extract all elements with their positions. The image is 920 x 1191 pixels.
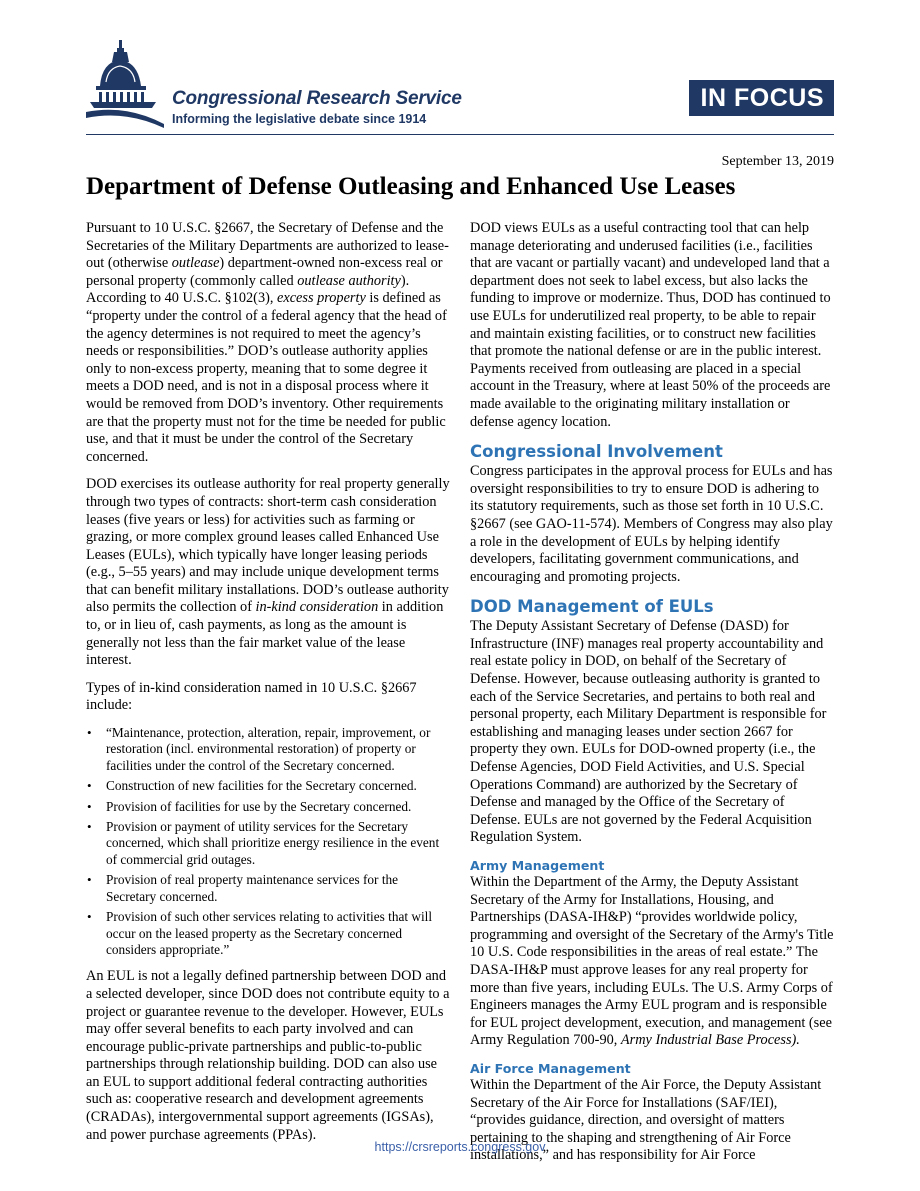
crs-reports-link[interactable]: https://crsreports.congress.gov [374,1140,546,1154]
text-run: ) department-owned non-excess real or personal property (commonly called [86,255,443,289]
text-run: Within the Department of the Army, the Deputy Assistant Secretary of the Army for Installations, Housing, and Partnerships (DASA-IH&P) “provides worldwide policy, programming and oversight of the Secretary of the Army's Title 10 U.S. Code responsibilities in the areas of real estate.” The DASA-IH&P must approve leases for any real property for more than five years, including EULs. The U.S. Army Corps of Engineers manages the Army EUL program and is responsible for EUL project development, execution, and management (see Army Regulation 700-90, [470,874,834,1049]
right-column [470,220,834,1175]
contracts-paragraph [86,476,450,670]
consideration-list [86,725,450,958]
army-paragraph [470,874,834,1050]
intro-paragraph [86,220,450,466]
page-title: Department of Defense Outleasing and Enhanced Use Leases [86,173,736,200]
list-item: • “Maintenance, protection, alteration, repair, improvement, or restoration (incl. environmental restoration) of property or facilities under the control of the Secretary concerned. [86,725,450,774]
subheading-army-management: Army Management [470,858,605,873]
section-heading-dod-management: DOD Management of EULs [470,597,714,617]
in-focus-badge: IN FOCUS [689,80,834,116]
section-heading-congressional-involvement: Congressional Involvement [470,442,723,462]
footer [0,1140,920,1154]
header-divider [86,134,834,135]
italic-term: outlease authority [297,272,401,289]
header [86,40,834,136]
italic-term: excess property [277,290,366,307]
subheading-air-force-management: Air Force Management [470,1060,631,1076]
capitol-dome-logo-icon [86,40,166,130]
italic-term: in-kind consideration [255,599,379,616]
list-item: • Provision of facilities for use by the Secretary concerned. [86,799,450,815]
air-force-paragraph: Within the Department of the Air Force, the Deputy Assistant Secretary of the Air Force for Installations (SAF/IEI), “provides guidance, direction, and oversight of matters pertaining to the shaping and strengthening of Air Force installations,” and has responsibility for Air Force [470,1076,822,1164]
text-run: DOD exercises its outlease authority for real property generally through two types of contracts: short-term cash consideration leases (five years or less) for activities such as farming or grazing, or more complex ground leases called Enhanced Use Leases (EULs), which typically have longer leasing periods (e.g., 5–55 years) and may include unique development terms that can benefit military installations. DOD’s outlease authority also permits the collection of [86,476,450,616]
eul-partnership-paragraph: An EUL is not a legally defined partnership between DOD and a selected developer, since DOD does not contribute equity to a project or guarantee revenue to the developer. However, EULs may offer several benefits to each party involved and can encourage public-private partnerships and public-to-public partnerships through relationship building. DOD can also use an EUL to support additional federal contracting authorities such as: cooperative research and development agreements (CRADAs), intergovernmental support agreements (IGSAs), and power purchase agreements (PPAs). [86,968,450,1143]
eul-tool-paragraph: DOD views EULs as a useful contracting tool that can help manage deteriorating and underused facilities (i.e., facilities that are vacant or partially vacant) and undeveloped land that a department does not seek to label excess, but also lacks the funding to improve or modernize. Thus, DOD has continued to use EULs for underutilized real property, to be able to repair and maintain existing facilities, or to construct new facilities that promote the national defense or are in the public interest. Payments received from outleasing are placed in a special account in the Treasury, where at least 50% of the proceeds are made available to the originating military installation or defense agency location. [470,220,831,430]
publication-date: September 13, 2019 [721,154,834,169]
text-run: Pursuant to 10 U.S.C. §2667, the Secretary of Defense and the Secretaries of the Military Departments are authorized to lease-out (otherwise [86,220,449,272]
congress-paragraph: Congress participates in the approval process for EULs and has oversight responsibilities to try to ensure DOD is adhering to its statutory requirements, such as those set forth in 10 U.S.C. §2667 (see GAO-11-574). Members of Congress may also play a role in the development of EULs by helping identify developers, facilitating government communications, and encouraging and promoting projects. [470,463,833,585]
consideration-intro: Types of in-kind consideration named in 10 U.S.C. §2667 include: [86,679,417,714]
list-item: • Provision of such other services relating to activities that will occur on the leased property as the Secretary concerned considers appropriate.” [86,909,450,958]
italic-term: outlease [171,255,220,272]
italic-term: Army Industrial Base Process). [620,1032,800,1049]
list-item: • Provision or payment of utility services for the Secretary concerned, which shall prioritize energy resilience in the event of commercial grid outages. [86,819,450,868]
text-run: in addition to, or in lieu of, cash payments, as long as the amount is generally not less than the fair market value of the lease interest. [86,599,444,669]
brand-tagline: Informing the legislative debate since 1914 [172,112,427,126]
left-column [86,220,450,1154]
dod-management-paragraph: The Deputy Assistant Secretary of Defense (DASD) for Infrastructure (INF) manages real property accountability and real estate policy in DOD, on behalf of the Secretary of Defense. However, because outleasing authority is granted to each of the Service Secretaries, and pertains to both real and personal property, each Military Department is responsible for establishing and managing leases under section 2667 for property they own. EULs for DOD-owned property (i.e., the Defense Agencies, DOD Field Activities, and U.S. Special Operations Command) are authorized by the Secretary of Defense and managed by the Office of the Secretary of Defense. EULs are not governed by the Federal Acquisition Regulation System. [470,618,827,846]
list-item: • Construction of new facilities for the Secretary concerned. [86,778,450,794]
text-run: is defined as “property under the control of a federal agency that the head of the agency determines is not required to meet the agency’s needs or responsibilities.” DOD’s outlease authority applies only to non-excess property, meaning that to some degree it meets a DOD need, and is not in a disposal process where it would be removed from DOD’s inventory. Other requirements are that the property must not for the time be needed for public use, and that it must be under the control of the Secretary concerned. [86,290,447,465]
brand-name: Congressional Research Service [172,88,462,109]
brand [172,88,462,126]
text-run: ). According to 40 U.S.C. §102(3), [86,272,410,307]
list-item: • Provision of real property maintenance services for the Secretary concerned. [86,872,450,905]
